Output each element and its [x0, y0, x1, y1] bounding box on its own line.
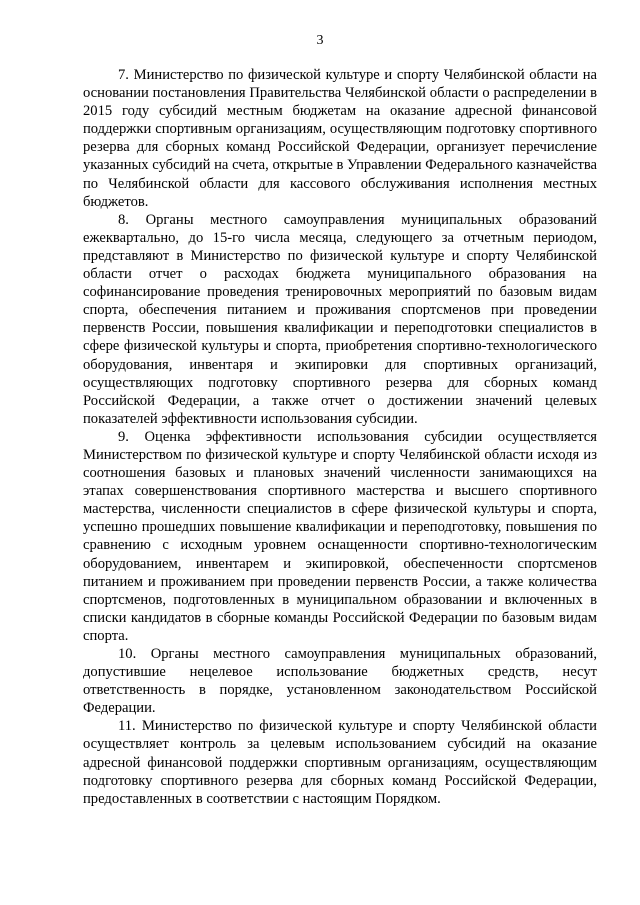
paragraph-7: 7. Министерство по физической культуре и спорту Челябинской области на основании постановления Правительства Челябинской области о распределении в 2015 году субсидий местным бюджетам на оказание адресной финансовой поддержки спортивным организациям, осуществляющим подготовку спортивного резерва для сборных команд Российской Федерации, организует перечисление указанных субсидий на счета, открытые в Управлении Федерального казначейства по Челябинской области для кассового обслуживания исполнения местных бюджетов.	[83, 67, 597, 210]
paragraph-8: 8. Органы местного самоуправления муниципальных образований ежеквартально, до 15-го числа месяца, следующего за отчетным периодом, представляют в Министерство по физической культуре и спорту Челябинской области отчет о расходах бюджета муниципального образования на софинансирование проведения тренировочных мероприятий по базовым видам спорта, обеспечения питанием и проживания спортсменов при проведении первенств России, повышения квалификации и переподготовки специалистов в сфере физической культуры и спорта, приобретения спортивно-технологического оборудования, инвентаря и экипировки для спортивных организаций, осуществляющих подготовку спортивного резерва для сборных команд Российской Федерации, а также отчет о достижении значений целевых показателей эффективности использования субсидии.	[83, 211, 597, 427]
paragraph-9: 9. Оценка эффективности использования субсидии осуществляется Министерством по физической культуре и спорту Челябинской области исходя из соотношения базовых и плановых значений численности занимающихся на этапах совершенствования спортивного мастерства и высшего спортивного мастерства, численности специалистов в сфере физической культуры и спорта, успешно прошедших повышение квалификации и переподготовку, повышения по сравнению с исходным уровнем оснащенности спортивно-технологическим оборудованием, инвентарем и экипировкой, обеспеченности спортсменов питанием и проживанием при проведении первенств России, а также количества спортсменов, подготовленных в муниципальном образовании и включенных в списки кандидатов в сборные команды Российской Федерации по базовым видам спорта.	[83, 428, 597, 644]
document-body	[83, 66, 597, 808]
page-number: 3	[316, 33, 324, 48]
paragraph-11: 11. Министерство по физической культуре и спорту Челябинской области осуществляет контроль за целевым использованием субсидий на оказание адресной финансовой поддержки спортивным организациям, осуществляющим подготовку спортивного резерва для сборных команд Российской Федерации, предоставленных в соответствии с настоящим Порядком.	[83, 718, 597, 807]
paragraph-10: 10. Органы местного самоуправления муниципальных образований, допустившие нецелевое использование бюджетных средств, несут ответственность в порядке, установленном законодательством Российской Федерации.	[83, 646, 597, 717]
